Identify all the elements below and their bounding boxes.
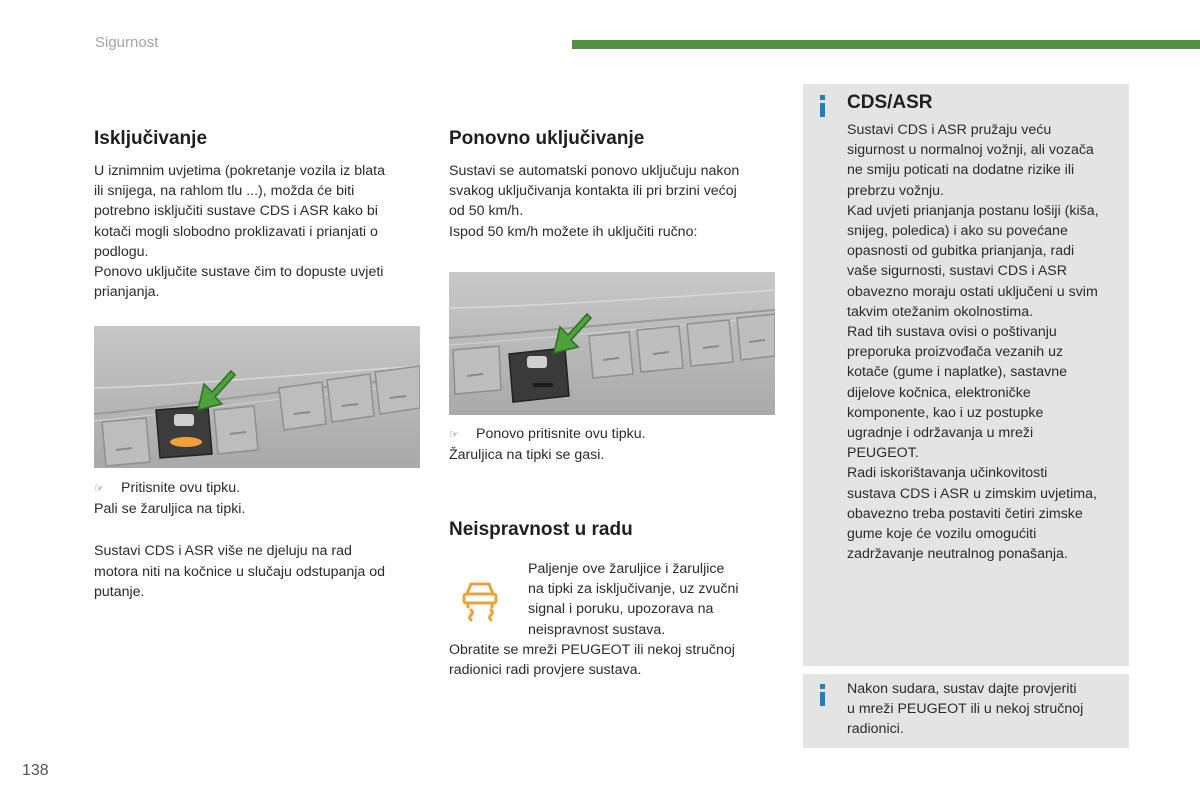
paragraph-line: Sustavi CDS i ASR pružaju veću (847, 122, 1052, 138)
note-line: putanje. (94, 583, 145, 600)
info-panel-cds-asr (803, 84, 1129, 666)
bullet-press-button (94, 478, 424, 499)
paragraph-line: Ponovo uključite sustave čim to dopuste uvjeti (94, 264, 384, 281)
paragraph-line: gume koje će vozilu omogućiti (847, 526, 1037, 543)
paragraph-line: Sustavi se automatski ponovo uključuju nakon (449, 163, 740, 179)
column-malfunction (449, 519, 779, 541)
header-accent-bar (572, 40, 1200, 49)
bullet-text: Pritisnite ovu tipku. (121, 480, 241, 496)
switch-panel-photo-on (449, 272, 775, 415)
panel-body (847, 679, 1129, 740)
heading-deactivation: Isključivanje (94, 128, 208, 149)
hand-pointer-icon: ☞ (449, 429, 459, 441)
paragraph-line: vaše sigurnosti, sustavi CDS i ASR (847, 263, 1067, 280)
paragraph-line: komponente, kao i uz postupke (847, 404, 1044, 421)
malfunction-advice (449, 640, 779, 680)
paragraph-line: U iznimnim uvjetima (pokretanje vozila iz blata (94, 163, 385, 179)
bullet-text: Ponovo pritisnite ovu tipku. (476, 426, 646, 442)
note-line: motora niti na kočnice u slučaju odstupanja od (94, 563, 386, 580)
paragraph-line: PEUGEOT. (847, 445, 919, 462)
lamp-off-text: Žaruljica na tipki se gasi. (449, 447, 605, 464)
paragraph-line: dijelove kočnica, elektroničke (847, 384, 1031, 401)
paragraph-line: ugradnje i održavanja u mreži (847, 425, 1034, 442)
paragraph-line: podlogu. (94, 243, 149, 260)
paragraph-line: kotače (gume i naplatke), sastavne (847, 364, 1068, 381)
paragraph-line: opasnosti od gubitka prianjanja, radi (847, 243, 1075, 260)
paragraph-line: takvim otežanim okolnostima. (847, 303, 1034, 320)
paragraph-line: u mreži PEUGEOT ili u nekoj stručnoj (847, 701, 1084, 718)
switch-panel-illustration (449, 272, 775, 415)
paragraph-line: Kad uvjeti prianjanja postanu lošiji (kiša, (847, 202, 1099, 219)
switch-panel-photo-off (94, 326, 420, 468)
paragraph-line: signal i poruku, upozorava na (528, 601, 714, 618)
paragraph-line: neispravnost sustava. (528, 621, 666, 638)
traction-warning-icon (455, 572, 507, 624)
panel-body (847, 120, 1129, 564)
heading-malfunction: Neispravnost u radu (449, 519, 633, 540)
column-deactivation-instructions (94, 478, 424, 602)
paragraph-line: Paljenje ove žaruljice i žaruljice (528, 561, 725, 577)
switch-panel-illustration (94, 326, 420, 468)
skid-car-icon (455, 572, 507, 624)
paragraph-line: Radi iskorištavanja učinkovitosti (847, 465, 1048, 482)
column-deactivation (94, 128, 424, 302)
paragraph-line: sigurnost u normalnoj vožnji, ali vozača (847, 142, 1094, 159)
paragraph-line: radionici. (847, 721, 904, 738)
paragraph-line: na tipki za isključivanje, uz zvučni (528, 581, 739, 598)
heading-reactivation: Ponovno uključivanje (449, 128, 645, 149)
column-reactivation (449, 128, 779, 242)
column-reactivation-instructions (449, 424, 779, 465)
paragraph-line: Rad tih sustava ovisi o poštivanju (847, 324, 1057, 341)
note-line: Sustavi CDS i ASR više ne djeluju na rad (94, 543, 352, 560)
lamp-on-text: Pali se žaruljica na tipki. (94, 501, 246, 518)
paragraph-line: svakog uključivanja kontakta ili pri brzini većoj (449, 183, 737, 200)
paragraph-line: ne smiju poticati na dodatne rizike ili (847, 162, 1075, 179)
paragraph-line: obavezno treba postaviti četiri zimske (847, 505, 1083, 522)
panel-title: CDS/ASR (847, 92, 933, 113)
malfunction-description (528, 559, 778, 640)
info-icon (820, 684, 825, 706)
paragraph-line: prebrzu vožnju. (847, 182, 944, 199)
paragraph-line: sustava CDS i ASR u zimskim uvjetima, (847, 485, 1097, 502)
page-number: 138 (22, 762, 49, 779)
paragraph-line: snijeg, poledica) i ako su povećane (847, 223, 1068, 240)
bullet-press-again (449, 424, 779, 445)
paragraph-line: preporuka proizvođača vezanih uz (847, 344, 1064, 361)
info-panel-after-collision (803, 674, 1129, 748)
section-label: Sigurnost (95, 34, 159, 51)
info-icon (820, 95, 825, 117)
paragraph-line: Nakon sudara, sustav dajte provjeriti (847, 681, 1077, 697)
paragraph-line: od 50 km/h. (449, 203, 524, 220)
paragraph-line: radionici radi provjere sustava. (449, 662, 642, 679)
paragraph-line: Ispod 50 km/h možete ih uključiti ručno: (449, 223, 698, 240)
paragraph-line: Obratite se mreži PEUGEOT ili nekoj stručnoj (449, 642, 735, 658)
paragraph-line: potrebno isključiti sustave CDS i ASR kako bi (94, 203, 378, 220)
hand-pointer-icon: ☞ (94, 483, 104, 495)
paragraph-line: ili snijega, na rahlom tlu ...), možda će biti (94, 183, 355, 200)
paragraph-line: prianjanja. (94, 284, 160, 301)
paragraph-line: zadržavanje neutralnog ponašanja. (847, 546, 1068, 563)
paragraph-line: obavezno moraju ostati uključeni u svim (847, 283, 1098, 300)
paragraph-line: kotači mogli slobodno proklizavati i prianjati o (94, 223, 378, 240)
